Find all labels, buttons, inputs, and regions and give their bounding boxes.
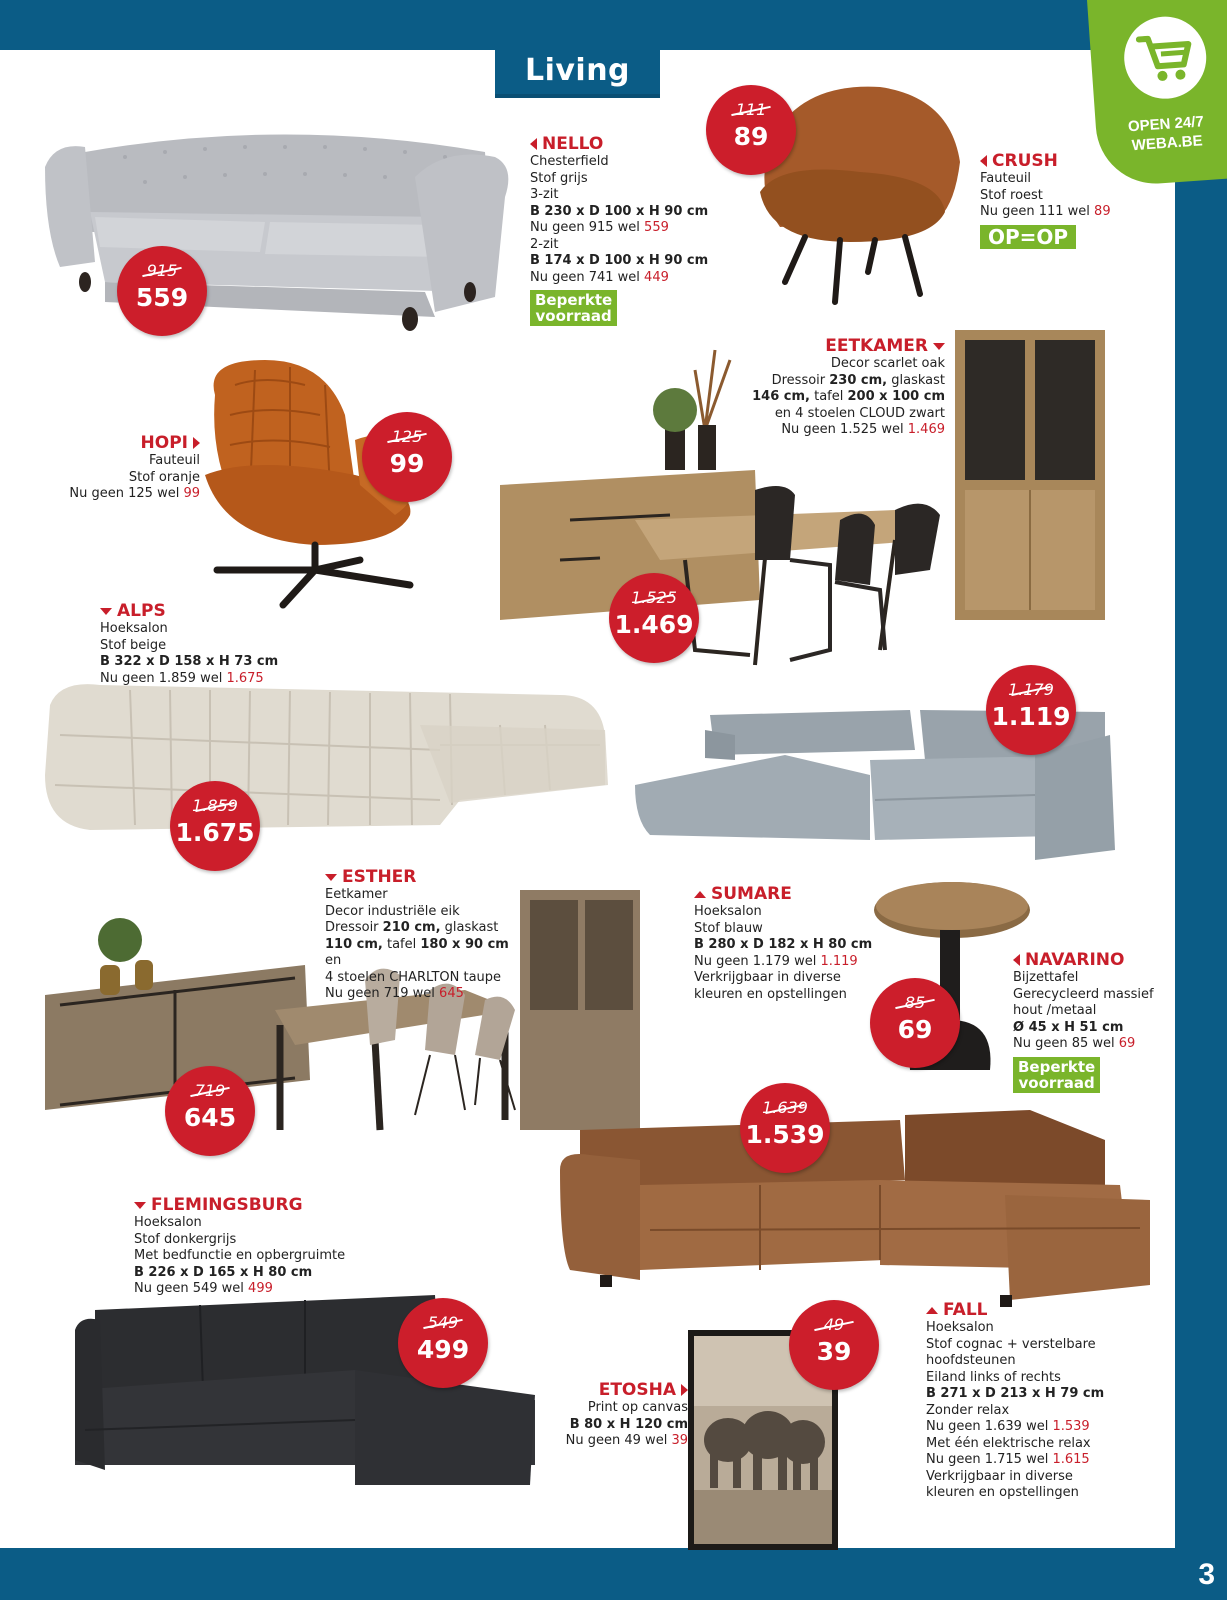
new-price: 1.675 (175, 818, 255, 847)
product-navarino (1013, 950, 1163, 1093)
product-name[interactable] (540, 1380, 688, 1400)
caret-left-icon (1013, 954, 1020, 966)
hopi-new-price-text: 99 (183, 486, 200, 501)
nello-variant-2: 2-zit (530, 236, 559, 252)
crush-name: CRUSH (992, 151, 1058, 171)
nello-old-price-text: Nu geen 915 wel (530, 220, 640, 235)
price-badge-eetkamer[interactable] (609, 573, 699, 663)
price-badge-hopi[interactable] (362, 412, 452, 502)
hopi-price-line (40, 486, 200, 503)
esther-new-price-text: 645 (439, 986, 464, 1001)
product-nello (530, 134, 710, 327)
crush-fabric: Stof roest (980, 187, 1043, 203)
etosha-type: Print op canvas (587, 1400, 688, 1415)
eetkamer-new-price-text: 1.469 (907, 422, 945, 437)
text: Dressoir (325, 920, 383, 935)
product-name[interactable] (730, 336, 945, 356)
sumare-type: Hoeksalon (694, 904, 762, 919)
eetkamer-old-price-text: Nu geen 1.525 wel (781, 422, 904, 437)
tag-line-1: Beperkte (1018, 1057, 1096, 1076)
nello-dimensions-2: B 174 x D 100 x H 90 cm (530, 253, 709, 268)
sumare-name: SUMARE (711, 884, 792, 904)
eetkamer-chairs: en 4 stoelen CLOUD zwart (774, 405, 945, 421)
flemingsburg-price-line (134, 1281, 394, 1298)
fall-old-price-text-2: Nu geen 1.715 wel (926, 1452, 1049, 1467)
etosha-price-line (540, 1433, 688, 1450)
eetkamer-price-line (730, 422, 945, 439)
hopi-old-price-text: Nu geen 125 wel (69, 486, 180, 501)
product-hopi (40, 433, 200, 503)
esther-line-4 (325, 937, 525, 970)
right-banner (1175, 0, 1227, 1600)
text-bold: 200 x 100 cm (847, 389, 945, 404)
badge-line-site: WEBA.BE (1131, 132, 1204, 155)
old-price: 111 (706, 101, 796, 119)
price-badge-alps[interactable] (170, 781, 260, 871)
nello-price-line-3 (530, 220, 710, 237)
text: en (325, 953, 342, 968)
old-price: 1.525 (609, 589, 699, 607)
old-price: 719 (165, 1082, 255, 1100)
old-price: 49 (789, 1316, 879, 1334)
etosha-new-price-text: 39 (671, 1433, 688, 1448)
alps-sofa-image (40, 675, 620, 855)
product-flemingsburg (134, 1195, 394, 1298)
nello-old-price-text-2: Nu geen 741 wel (530, 269, 640, 285)
hopi-type: Fauteuil (148, 453, 200, 468)
old-price: 1.639 (740, 1099, 830, 1117)
esther-line-3 (325, 920, 525, 937)
product-name[interactable] (694, 884, 894, 904)
flemingsburg-fabric: Stof donkergrijs (134, 1231, 237, 1247)
caret-up-icon (926, 1307, 938, 1314)
text-bold: 210 cm, (382, 920, 441, 935)
new-price: 1.539 (745, 1120, 825, 1149)
eetkamer-name: EETKAMER (825, 336, 928, 356)
fall-type: Hoeksalon (926, 1320, 994, 1335)
hopi-name: HOPI (140, 433, 188, 453)
nello-new-price-text: 559 (644, 220, 669, 235)
sumare-price-line (694, 954, 894, 971)
caret-left-icon (980, 155, 987, 167)
price-badge-crush[interactable] (706, 85, 796, 175)
navarino-material-2: hout /metaal (1013, 1003, 1097, 1018)
fall-availability: Verkrijgbaar in diverse (926, 1468, 1073, 1484)
text: glaskast (887, 372, 945, 388)
caret-down-icon (134, 1202, 146, 1209)
fall-name: FALL (943, 1300, 988, 1320)
text-bold: 146 cm, (752, 389, 810, 404)
text-bold: 180 x 90 cm (420, 936, 509, 952)
alps-name: ALPS (117, 601, 166, 621)
navarino-new-price-text: 69 (1118, 1036, 1136, 1051)
fall-price-line-2 (926, 1452, 1156, 1469)
esther-old-price-text: Nu geen 719 wel (325, 986, 435, 1001)
price-badge-fall[interactable] (740, 1083, 830, 1173)
crush-old-price-text: Nu geen 111 wel (980, 204, 1090, 219)
etosha-dimensions: B 80 x H 120 cm (569, 1416, 688, 1432)
new-price: 559 (135, 283, 189, 312)
sumare-fabric: Stof blauw (694, 920, 763, 936)
fall-dimensions: B 271 x D 213 x H 79 cm (926, 1386, 1105, 1401)
price-badge-sumare[interactable] (986, 665, 1076, 755)
nello-new-price-text-2: 449 (644, 269, 669, 285)
new-price: 39 (816, 1337, 852, 1366)
hopi-fabric: Stof oranje (128, 469, 200, 485)
tag-line-2: voorraad (1018, 1073, 1095, 1092)
product-name[interactable] (325, 867, 525, 887)
caret-down-icon (100, 608, 112, 615)
text: tafel (382, 936, 421, 952)
price-badge-navarino[interactable] (870, 978, 960, 1068)
page-number: 3 (1198, 1558, 1215, 1591)
eetkamer-line-3 (730, 389, 945, 406)
fall-price-line-1 (926, 1419, 1156, 1436)
limited-stock-tag (530, 290, 617, 326)
product-esther (325, 867, 525, 1003)
navarino-type: Bijzettafel (1013, 970, 1079, 985)
fall-sofa-image (560, 1110, 1150, 1310)
new-price: 499 (416, 1335, 470, 1364)
flemingsburg-type: Hoeksalon (134, 1215, 202, 1230)
price-badge-esther[interactable] (165, 1066, 255, 1156)
crush-new-price-text: 89 (1094, 204, 1111, 219)
price-badge-nello[interactable] (117, 246, 207, 336)
new-price: 645 (183, 1103, 237, 1132)
text: Dressoir (771, 372, 830, 388)
navarino-name: NAVARINO (1025, 950, 1125, 970)
etosha-name: ETOSHA (598, 1380, 676, 1400)
bottom-banner (0, 1548, 1227, 1600)
alps-new-price-text: 1.675 (226, 670, 264, 686)
caret-up-icon (694, 891, 706, 898)
fall-electric-relax: Met één elektrische relax (926, 1435, 1091, 1451)
sumare-availability: Verkrijgbaar in diverse (694, 970, 841, 985)
nello-price-line-2 (530, 270, 710, 287)
old-price: 85 (870, 994, 960, 1012)
navarino-material: Gerecycleerd massief (1013, 986, 1154, 1002)
eetkamer-line-2 (730, 373, 945, 390)
text-bold: 110 cm, (325, 936, 383, 952)
alps-dimensions: B 322 x D 158 x H 73 cm (100, 654, 279, 669)
nello-type: Chesterfield (530, 154, 609, 169)
fall-old-price-text: Nu geen 1.639 wel (926, 1419, 1049, 1434)
esther-decor: Decor industriële eik (325, 903, 460, 919)
old-price: 549 (398, 1314, 488, 1332)
product-name[interactable] (40, 433, 200, 453)
price-badge-etosha[interactable] (789, 1300, 879, 1390)
new-price: 99 (389, 449, 425, 478)
product-alps (100, 601, 320, 687)
product-eetkamer (730, 336, 945, 439)
fall-headrests: hoofdsteunen (926, 1353, 1016, 1368)
navarino-price-line (1013, 1036, 1163, 1053)
navarino-dimensions: Ø 45 x H 51 cm (1013, 1019, 1124, 1035)
esther-type: Eetkamer (325, 887, 388, 902)
fall-no-relax: Zonder relax (926, 1402, 1010, 1418)
flemingsburg-name: FLEMINGSBURG (151, 1195, 303, 1215)
caret-down-icon (933, 343, 945, 350)
caret-down-icon (325, 874, 337, 881)
nello-fabric: Stof grijs (530, 170, 588, 186)
esther-name: ESTHER (342, 867, 417, 887)
caret-right-icon (681, 1384, 688, 1396)
tag-line-1: Beperkte (535, 291, 613, 309)
product-name[interactable] (926, 1300, 1156, 1320)
sumare-new-price-text: 1.119 (820, 953, 858, 969)
alps-price-line (100, 671, 320, 688)
product-name[interactable] (530, 134, 710, 154)
top-banner (0, 0, 1227, 50)
new-price: 89 (733, 122, 769, 151)
flemingsburg-old-price-text: Nu geen 549 wel (134, 1281, 244, 1296)
old-price: 1.859 (170, 797, 260, 815)
sumare-sofa-image (635, 690, 1180, 890)
new-price: 1.469 (614, 610, 694, 639)
badge-text (1109, 111, 1223, 157)
navarino-old-price-text: Nu geen 85 wel (1013, 1036, 1115, 1051)
esther-price-line (325, 986, 525, 1003)
product-sumare (694, 884, 894, 1003)
sumare-options: kleuren en opstellingen (694, 986, 847, 1002)
product-name[interactable] (134, 1195, 394, 1215)
etosha-old-price-text: Nu geen 49 wel (565, 1433, 668, 1448)
nello-name: NELLO (542, 134, 604, 154)
fall-options: kleuren en opstellingen (926, 1485, 1079, 1500)
product-crush (980, 151, 1140, 249)
product-name[interactable] (100, 601, 320, 621)
fall-island: Eiland links of rechts (926, 1369, 1061, 1385)
fall-new-price-text-2: 1.615 (1052, 1452, 1090, 1467)
crush-type: Fauteuil (980, 171, 1032, 186)
product-fall (926, 1300, 1156, 1502)
badge-line-open: OPEN 24/7 (1127, 113, 1205, 136)
flemingsburg-new-price-text: 499 (248, 1281, 273, 1296)
old-price: 915 (117, 262, 207, 280)
caret-left-icon (530, 138, 537, 150)
flemingsburg-dimensions: B 226 x D 165 x H 80 cm (134, 1264, 313, 1280)
new-price: 69 (897, 1015, 933, 1044)
crush-price-line (980, 204, 1140, 221)
section-title: Living (524, 52, 631, 88)
flemingsburg-features: Met bedfunctie en opbergruimte (134, 1248, 346, 1263)
caret-right-icon (193, 437, 200, 449)
text: tafel (809, 389, 848, 404)
fall-fabric: Stof cognac + verstelbare (926, 1336, 1096, 1352)
product-name[interactable] (1013, 950, 1163, 970)
alps-fabric: Stof beige (100, 637, 167, 653)
limited-stock-tag (1013, 1057, 1100, 1093)
old-price: 1.179 (986, 681, 1076, 699)
shopping-cart-icon (1121, 14, 1209, 102)
new-price: 1.119 (991, 702, 1071, 731)
eetkamer-decor: Decor scarlet oak (830, 356, 945, 371)
nello-dimensions-3: B 230 x D 100 x H 90 cm (530, 203, 709, 219)
text: glaskast (440, 920, 499, 935)
sumare-old-price-text: Nu geen 1.179 wel (694, 953, 817, 969)
op-op-tag: OP=OP (980, 225, 1076, 249)
esther-chairs: 4 stoelen CHARLTON taupe (325, 969, 502, 985)
alps-type: Hoeksalon (100, 621, 168, 636)
product-name[interactable] (980, 151, 1140, 171)
sumare-dimensions: B 280 x D 182 x H 80 cm (694, 937, 873, 952)
text-bold: 230 cm, (829, 372, 888, 388)
alps-old-price-text: Nu geen 1.859 wel (100, 670, 223, 686)
fall-new-price-text: 1.539 (1052, 1419, 1090, 1434)
section-title-tab (495, 46, 660, 98)
old-price: 125 (362, 428, 452, 446)
nello-variant-3: 3-zit (530, 187, 559, 202)
product-etosha (540, 1380, 688, 1450)
price-badge-flemingsburg[interactable] (398, 1298, 488, 1388)
tag-line-2: voorraad (535, 307, 612, 325)
